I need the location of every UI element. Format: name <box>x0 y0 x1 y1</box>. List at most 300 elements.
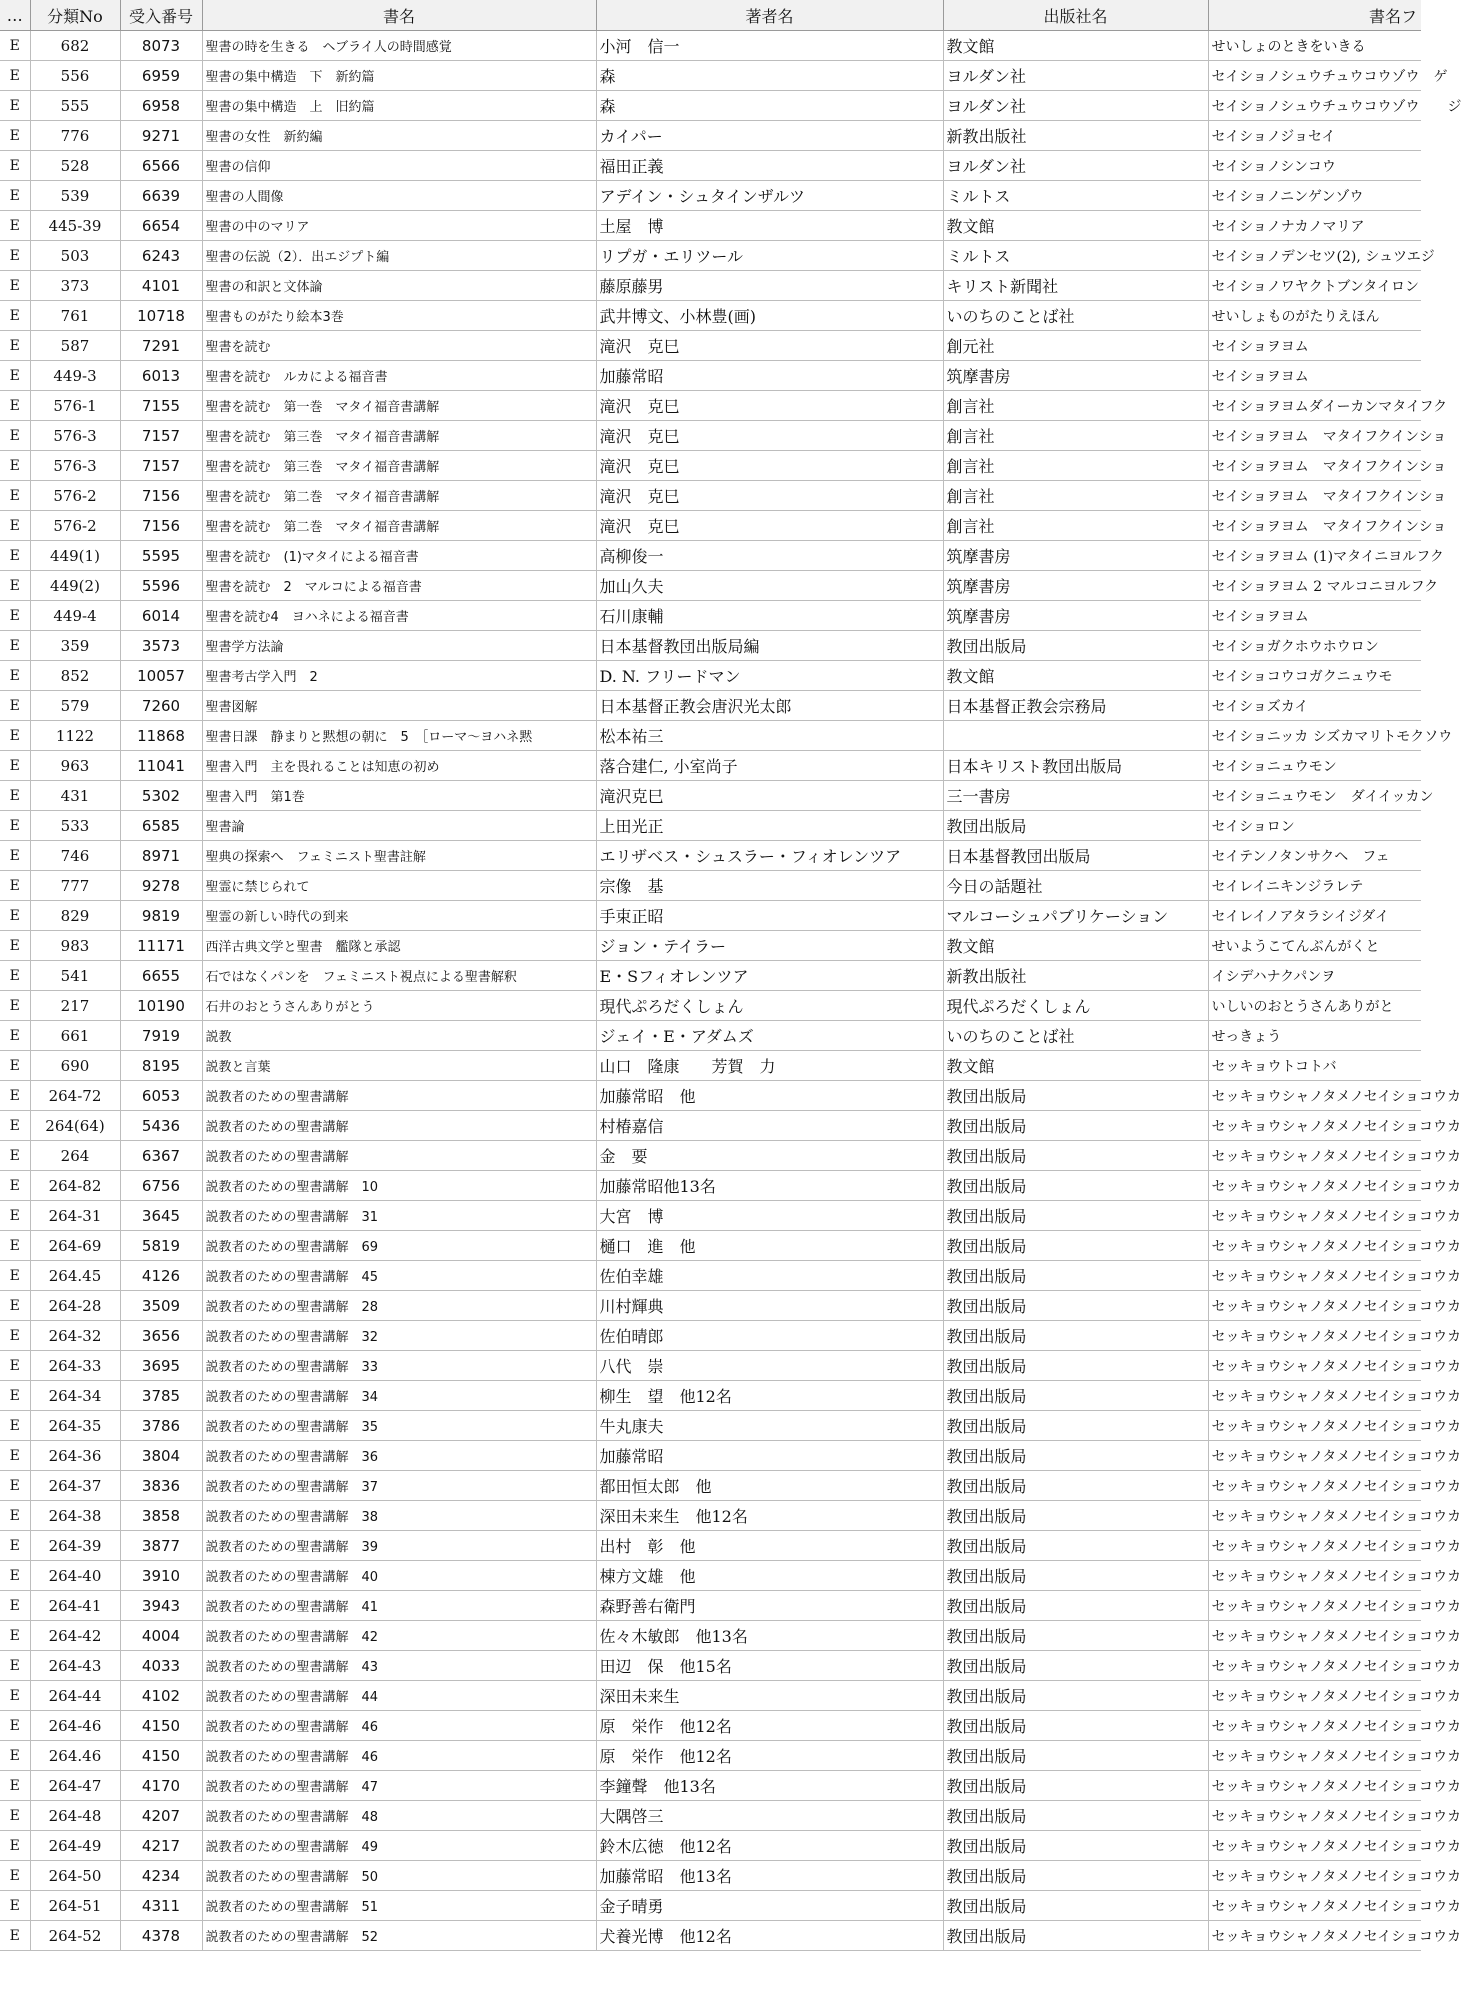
cell-classification-no[interactable]: 264-35 <box>30 1411 120 1441</box>
cell-classification-no[interactable]: 576-2 <box>30 481 120 511</box>
cell-publisher[interactable]: ヨルダン社 <box>943 151 1208 181</box>
cell-publisher[interactable]: 教団出版局 <box>943 1681 1208 1711</box>
cell-title[interactable]: 聖典の探索へ フェミニスト聖書註解 <box>202 841 596 871</box>
cell-classification-no[interactable]: 264-43 <box>30 1651 120 1681</box>
cell-author[interactable]: 藤原藤男 <box>596 271 943 301</box>
cell-classification-no[interactable]: 264-38 <box>30 1501 120 1531</box>
cell-title[interactable]: 説教者のための聖書講解 46 <box>202 1711 596 1741</box>
cell-accession-no[interactable]: 5819 <box>120 1231 202 1261</box>
cell-accession-no[interactable]: 4101 <box>120 271 202 301</box>
cell-title-kana[interactable]: イシデハナクパンヲ <box>1208 961 1421 991</box>
table-row[interactable] <box>0 451 1421 481</box>
cell-accession-no[interactable]: 3943 <box>120 1591 202 1621</box>
cell-title-kana[interactable]: セイショノニンゲンゾウ <box>1208 181 1421 211</box>
cell-flag[interactable]: E <box>0 1531 30 1561</box>
cell-author[interactable]: 滝沢 克巳 <box>596 391 943 421</box>
cell-classification-no[interactable]: 852 <box>30 661 120 691</box>
table-row[interactable] <box>0 1651 1421 1681</box>
cell-flag[interactable]: E <box>0 1711 30 1741</box>
column-header-flag[interactable]: … <box>0 0 30 31</box>
cell-title-kana[interactable]: セイショロン <box>1208 811 1421 841</box>
cell-title-kana[interactable]: セイショノナカノマリア <box>1208 211 1421 241</box>
cell-title-kana[interactable]: セッキョウシャノタメノセイショコウカ <box>1208 1741 1421 1771</box>
cell-title-kana[interactable]: セッキョウシャノタメノセイショコウカ <box>1208 1291 1421 1321</box>
cell-publisher[interactable]: 教団出版局 <box>943 811 1208 841</box>
cell-title-kana[interactable]: セイショノシンコウ <box>1208 151 1421 181</box>
cell-accession-no[interactable]: 3785 <box>120 1381 202 1411</box>
cell-accession-no[interactable]: 6958 <box>120 91 202 121</box>
cell-title[interactable]: 説教者のための聖書講解 32 <box>202 1321 596 1351</box>
cell-title[interactable]: 説教者のための聖書講解 44 <box>202 1681 596 1711</box>
cell-publisher[interactable]: 教団出版局 <box>943 1801 1208 1831</box>
cell-title[interactable]: 西洋古典文学と聖書 艦隊と承認 <box>202 931 596 961</box>
column-header-title-kana[interactable]: 書名フ <box>1208 0 1421 31</box>
cell-author[interactable]: 滝沢克巳 <box>596 781 943 811</box>
cell-title[interactable]: 石ではなくパンを フェミニスト視点による聖書解釈 <box>202 961 596 991</box>
cell-title[interactable]: 説教者のための聖書講解 49 <box>202 1831 596 1861</box>
cell-accession-no[interactable]: 5596 <box>120 571 202 601</box>
cell-flag[interactable]: E <box>0 1171 30 1201</box>
cell-classification-no[interactable]: 264-31 <box>30 1201 120 1231</box>
cell-title[interactable]: 説教者のための聖書講解 48 <box>202 1801 596 1831</box>
cell-title[interactable]: 聖書論 <box>202 811 596 841</box>
cell-author[interactable]: 深田未来生 他12名 <box>596 1501 943 1531</box>
cell-classification-no[interactable]: 264-36 <box>30 1441 120 1471</box>
cell-accession-no[interactable]: 5595 <box>120 541 202 571</box>
cell-accession-no[interactable]: 4126 <box>120 1261 202 1291</box>
column-header-accession-no[interactable]: 受入番号 <box>120 0 202 31</box>
cell-publisher[interactable]: 今日の話題社 <box>943 871 1208 901</box>
cell-accession-no[interactable]: 6243 <box>120 241 202 271</box>
cell-author[interactable]: 森野善右衛門 <box>596 1591 943 1621</box>
cell-flag[interactable]: E <box>0 511 30 541</box>
cell-author[interactable]: 都田恒太郎 他 <box>596 1471 943 1501</box>
cell-flag[interactable]: E <box>0 421 30 451</box>
cell-title[interactable]: 聖書入門 主を畏れることは知恵の初め <box>202 751 596 781</box>
cell-flag[interactable]: E <box>0 781 30 811</box>
cell-author[interactable]: 滝沢 克巳 <box>596 511 943 541</box>
cell-author[interactable]: 手束正昭 <box>596 901 943 931</box>
cell-accession-no[interactable]: 6959 <box>120 61 202 91</box>
table-row[interactable] <box>0 271 1421 301</box>
cell-title-kana[interactable]: せいしょのときをいきる <box>1208 31 1421 61</box>
cell-flag[interactable]: E <box>0 271 30 301</box>
cell-accession-no[interactable]: 8073 <box>120 31 202 61</box>
cell-flag[interactable]: E <box>0 1021 30 1051</box>
cell-author[interactable]: 現代ぷろだくしょん <box>596 991 943 1021</box>
cell-flag[interactable]: E <box>0 1141 30 1171</box>
cell-title-kana[interactable]: セイショヲヨム マタイフクインショ <box>1208 451 1421 481</box>
cell-author[interactable]: 佐々木敏郎 他13名 <box>596 1621 943 1651</box>
cell-accession-no[interactable]: 7291 <box>120 331 202 361</box>
cell-author[interactable]: 滝沢 克巳 <box>596 451 943 481</box>
cell-author[interactable]: 原 栄作 他12名 <box>596 1741 943 1771</box>
cell-flag[interactable]: E <box>0 1771 30 1801</box>
cell-title-kana[interactable]: セイショヲヨム (1)マタイニヨルフク <box>1208 541 1421 571</box>
cell-accession-no[interactable]: 4150 <box>120 1711 202 1741</box>
cell-publisher[interactable]: 筑摩書房 <box>943 541 1208 571</box>
cell-title[interactable]: 説教者のための聖書講解 <box>202 1081 596 1111</box>
cell-title[interactable]: 説教者のための聖書講解 43 <box>202 1651 596 1681</box>
cell-flag[interactable]: E <box>0 931 30 961</box>
cell-publisher[interactable]: 教団出版局 <box>943 1171 1208 1201</box>
cell-flag[interactable]: E <box>0 331 30 361</box>
cell-accession-no[interactable]: 3910 <box>120 1561 202 1591</box>
column-header-title[interactable]: 書名 <box>202 0 596 31</box>
cell-title[interactable]: 説教者のための聖書講解 40 <box>202 1561 596 1591</box>
table-row[interactable] <box>0 1231 1421 1261</box>
cell-title-kana[interactable]: セイショヲヨム <box>1208 361 1421 391</box>
cell-classification-no[interactable]: 983 <box>30 931 120 961</box>
cell-flag[interactable]: E <box>0 1741 30 1771</box>
cell-publisher[interactable]: 教団出版局 <box>943 1501 1208 1531</box>
cell-classification-no[interactable]: 373 <box>30 271 120 301</box>
cell-classification-no[interactable]: 576-3 <box>30 451 120 481</box>
cell-flag[interactable]: E <box>0 751 30 781</box>
cell-author[interactable]: 森 <box>596 91 943 121</box>
cell-accession-no[interactable]: 7156 <box>120 511 202 541</box>
cell-classification-no[interactable]: 555 <box>30 91 120 121</box>
table-row[interactable] <box>0 1381 1421 1411</box>
cell-title[interactable]: 聖霊の新しい時代の到来 <box>202 901 596 931</box>
cell-accession-no[interactable]: 6013 <box>120 361 202 391</box>
cell-accession-no[interactable]: 10057 <box>120 661 202 691</box>
table-row[interactable] <box>0 1741 1421 1771</box>
column-header-author[interactable]: 著者名 <box>596 0 943 31</box>
cell-accession-no[interactable]: 3877 <box>120 1531 202 1561</box>
cell-flag[interactable]: E <box>0 1831 30 1861</box>
cell-author[interactable]: 村椿嘉信 <box>596 1111 943 1141</box>
cell-author[interactable]: 佐伯幸雄 <box>596 1261 943 1291</box>
cell-author[interactable]: 深田未来生 <box>596 1681 943 1711</box>
cell-publisher[interactable]: 教団出版局 <box>943 1771 1208 1801</box>
cell-author[interactable]: 松本祐三 <box>596 721 943 751</box>
cell-accession-no[interactable]: 4207 <box>120 1801 202 1831</box>
cell-author[interactable]: 日本基督教団出版局編 <box>596 631 943 661</box>
cell-title[interactable]: 説教者のための聖書講解 47 <box>202 1771 596 1801</box>
cell-accession-no[interactable]: 4217 <box>120 1831 202 1861</box>
cell-title-kana[interactable]: セイショヲヨム <box>1208 601 1421 631</box>
cell-title-kana[interactable]: セイショノシュウチュウコウゾウ ジ <box>1208 91 1421 121</box>
cell-accession-no[interactable]: 4004 <box>120 1621 202 1651</box>
cell-publisher[interactable]: 教団出版局 <box>943 1891 1208 1921</box>
cell-flag[interactable]: E <box>0 1651 30 1681</box>
cell-title[interactable]: 聖書を読む 第三巻 マタイ福音書講解 <box>202 451 596 481</box>
cell-flag[interactable]: E <box>0 1501 30 1531</box>
table-row[interactable] <box>0 721 1421 751</box>
cell-accession-no[interactable]: 6014 <box>120 601 202 631</box>
cell-accession-no[interactable]: 9271 <box>120 121 202 151</box>
cell-author[interactable]: 落合建仁, 小室尚子 <box>596 751 943 781</box>
cell-title-kana[interactable]: セッキョウシャノタメノセイショコウカ <box>1208 1231 1421 1261</box>
cell-author[interactable]: 森 <box>596 61 943 91</box>
cell-classification-no[interactable]: 264(64) <box>30 1111 120 1141</box>
cell-flag[interactable]: E <box>0 991 30 1021</box>
cell-flag[interactable]: E <box>0 61 30 91</box>
cell-author[interactable]: 犬養光博 他12名 <box>596 1921 943 1951</box>
cell-title[interactable]: 聖書入門 第1巻 <box>202 781 596 811</box>
cell-flag[interactable]: E <box>0 1471 30 1501</box>
table-row[interactable] <box>0 1921 1421 1951</box>
cell-accession-no[interactable]: 7919 <box>120 1021 202 1051</box>
cell-title[interactable]: 説教者のための聖書講解 35 <box>202 1411 596 1441</box>
cell-accession-no[interactable]: 3786 <box>120 1411 202 1441</box>
cell-title-kana[interactable]: セイレイニキンジラレテ <box>1208 871 1421 901</box>
cell-title[interactable]: 説教者のための聖書講解 31 <box>202 1201 596 1231</box>
cell-classification-no[interactable]: 682 <box>30 31 120 61</box>
cell-author[interactable]: D. N. フリードマン <box>596 661 943 691</box>
cell-publisher[interactable]: 教文館 <box>943 31 1208 61</box>
cell-title[interactable]: 説教者のための聖書講解 34 <box>202 1381 596 1411</box>
table-row[interactable] <box>0 841 1421 871</box>
table-row[interactable] <box>0 151 1421 181</box>
cell-publisher[interactable]: 筑摩書房 <box>943 571 1208 601</box>
cell-classification-no[interactable]: 1122 <box>30 721 120 751</box>
cell-publisher[interactable]: 教団出版局 <box>943 631 1208 661</box>
cell-author[interactable]: 棟方文雄 他 <box>596 1561 943 1591</box>
cell-author[interactable]: 田辺 保 他15名 <box>596 1651 943 1681</box>
table-row[interactable] <box>0 1021 1421 1051</box>
cell-classification-no[interactable]: 264-39 <box>30 1531 120 1561</box>
cell-title-kana[interactable]: セッキョウシャノタメノセイショコウカ <box>1208 1261 1421 1291</box>
cell-flag[interactable]: E <box>0 1261 30 1291</box>
cell-title-kana[interactable]: セッキョウシャノタメノセイショコウカ <box>1208 1711 1421 1741</box>
cell-title[interactable]: 聖書を読む4 ヨハネによる福音書 <box>202 601 596 631</box>
cell-title[interactable]: 聖書を読む 第二巻 マタイ福音書講解 <box>202 511 596 541</box>
table-row[interactable] <box>0 301 1421 331</box>
table-row[interactable] <box>0 991 1421 1021</box>
cell-flag[interactable]: E <box>0 871 30 901</box>
cell-title[interactable]: 聖書の集中構造 上 旧約篇 <box>202 91 596 121</box>
cell-title[interactable]: 説教者のための聖書講解 39 <box>202 1531 596 1561</box>
cell-title-kana[interactable]: セイショノワヤクトブンタイロン <box>1208 271 1421 301</box>
cell-title[interactable]: 説教者のための聖書講解 28 <box>202 1291 596 1321</box>
table-row[interactable] <box>0 781 1421 811</box>
cell-title-kana[interactable]: セイショヲヨム マタイフクインショ <box>1208 511 1421 541</box>
cell-accession-no[interactable]: 11041 <box>120 751 202 781</box>
cell-accession-no[interactable]: 10190 <box>120 991 202 1021</box>
cell-author[interactable]: 小河 信一 <box>596 31 943 61</box>
cell-publisher[interactable]: 教団出版局 <box>943 1351 1208 1381</box>
cell-classification-no[interactable]: 264-41 <box>30 1591 120 1621</box>
cell-author[interactable]: 滝沢 克巳 <box>596 421 943 451</box>
cell-classification-no[interactable]: 359 <box>30 631 120 661</box>
cell-title-kana[interactable]: セッキョウシャノタメノセイショコウカ <box>1208 1921 1421 1951</box>
cell-title[interactable]: 説教者のための聖書講解 50 <box>202 1861 596 1891</box>
cell-accession-no[interactable]: 3695 <box>120 1351 202 1381</box>
cell-publisher[interactable] <box>943 721 1208 751</box>
cell-title-kana[interactable]: セッキョウシャノタメノセイショコウカ <box>1208 1171 1421 1201</box>
table-row[interactable] <box>0 1501 1421 1531</box>
cell-publisher[interactable]: 新教出版社 <box>943 961 1208 991</box>
cell-flag[interactable]: E <box>0 691 30 721</box>
cell-title-kana[interactable]: セイショヲヨム 2 マルコニヨルフク <box>1208 571 1421 601</box>
cell-classification-no[interactable]: 579 <box>30 691 120 721</box>
table-row[interactable] <box>0 871 1421 901</box>
cell-title-kana[interactable]: セッキョウトコトバ <box>1208 1051 1421 1081</box>
cell-title[interactable]: 聖書の女性 新約編 <box>202 121 596 151</box>
cell-classification-no[interactable]: 777 <box>30 871 120 901</box>
cell-author[interactable]: 加藤常昭 <box>596 1441 943 1471</box>
cell-publisher[interactable]: 教団出版局 <box>943 1861 1208 1891</box>
cell-publisher[interactable]: 教団出版局 <box>943 1831 1208 1861</box>
cell-title-kana[interactable]: せっきょう <box>1208 1021 1421 1051</box>
cell-title-kana[interactable]: セッキョウシャノタメノセイショコウカ <box>1208 1681 1421 1711</box>
cell-title-kana[interactable]: セッキョウシャノタメノセイショコウカ <box>1208 1381 1421 1411</box>
table-row[interactable] <box>0 61 1421 91</box>
cell-flag[interactable]: E <box>0 571 30 601</box>
cell-flag[interactable]: E <box>0 481 30 511</box>
table-row[interactable] <box>0 1261 1421 1291</box>
cell-publisher[interactable]: ヨルダン社 <box>943 61 1208 91</box>
cell-author[interactable]: 大隅啓三 <box>596 1801 943 1831</box>
cell-publisher[interactable]: 教文館 <box>943 661 1208 691</box>
cell-classification-no[interactable]: 761 <box>30 301 120 331</box>
table-row[interactable] <box>0 1471 1421 1501</box>
cell-author[interactable]: 加藤常昭 <box>596 361 943 391</box>
cell-classification-no[interactable]: 445-39 <box>30 211 120 241</box>
table-row[interactable] <box>0 901 1421 931</box>
cell-author[interactable]: 武井博文、小林豊(画) <box>596 301 943 331</box>
table-row[interactable] <box>0 1171 1421 1201</box>
cell-classification-no[interactable]: 217 <box>30 991 120 1021</box>
cell-title[interactable]: 説教者のための聖書講解 38 <box>202 1501 596 1531</box>
cell-flag[interactable]: E <box>0 631 30 661</box>
cell-title-kana[interactable]: セイテンノタンサクヘ フェ <box>1208 841 1421 871</box>
cell-title[interactable]: 説教者のための聖書講解 45 <box>202 1261 596 1291</box>
cell-accession-no[interactable]: 6639 <box>120 181 202 211</box>
cell-accession-no[interactable]: 3509 <box>120 1291 202 1321</box>
cell-title-kana[interactable]: セイショズカイ <box>1208 691 1421 721</box>
cell-title[interactable]: 聖書日課 静まりと黙想の朝に 5 ［ローマ～ヨハネ黙 <box>202 721 596 751</box>
table-row[interactable] <box>0 1081 1421 1111</box>
cell-publisher[interactable]: 教団出版局 <box>943 1381 1208 1411</box>
cell-publisher[interactable]: いのちのことば社 <box>943 1021 1208 1051</box>
cell-classification-no[interactable]: 963 <box>30 751 120 781</box>
cell-title[interactable]: 説教者のための聖書講解 46 <box>202 1741 596 1771</box>
cell-publisher[interactable]: 教団出版局 <box>943 1471 1208 1501</box>
cell-title[interactable]: 聖書を読む ルカによる福音書 <box>202 361 596 391</box>
cell-flag[interactable]: E <box>0 121 30 151</box>
cell-publisher[interactable]: ミルトス <box>943 181 1208 211</box>
cell-flag[interactable]: E <box>0 451 30 481</box>
cell-flag[interactable]: E <box>0 211 30 241</box>
cell-classification-no[interactable]: 576-2 <box>30 511 120 541</box>
cell-accession-no[interactable]: 3656 <box>120 1321 202 1351</box>
cell-title-kana[interactable]: セッキョウシャノタメノセイショコウカ <box>1208 1771 1421 1801</box>
table-row[interactable] <box>0 1771 1421 1801</box>
cell-title[interactable]: 聖書を読む (1)マタイによる福音書 <box>202 541 596 571</box>
cell-title-kana[interactable]: セイショヲヨム マタイフクインショ <box>1208 481 1421 511</box>
cell-classification-no[interactable]: 264-34 <box>30 1381 120 1411</box>
cell-classification-no[interactable]: 690 <box>30 1051 120 1081</box>
table-row[interactable] <box>0 1411 1421 1441</box>
cell-title[interactable]: 聖書の信仰 <box>202 151 596 181</box>
table-row[interactable] <box>0 1831 1421 1861</box>
cell-title-kana[interactable]: セイショノデンセツ(2), シュツエジ <box>1208 241 1421 271</box>
cell-publisher[interactable]: 筑摩書房 <box>943 361 1208 391</box>
cell-accession-no[interactable]: 7156 <box>120 481 202 511</box>
table-row[interactable] <box>0 1681 1421 1711</box>
cell-title[interactable]: 説教者のための聖書講解 51 <box>202 1891 596 1921</box>
cell-flag[interactable]: E <box>0 841 30 871</box>
table-row[interactable] <box>0 1861 1421 1891</box>
cell-accession-no[interactable]: 10718 <box>120 301 202 331</box>
cell-publisher[interactable]: 教団出版局 <box>943 1531 1208 1561</box>
cell-title[interactable]: 聖書図解 <box>202 691 596 721</box>
cell-publisher[interactable]: 三一書房 <box>943 781 1208 811</box>
cell-author[interactable]: エリザベス・シュスラー・フィオレンツア <box>596 841 943 871</box>
cell-title-kana[interactable]: せいしょものがたりえほん <box>1208 301 1421 331</box>
table-row[interactable] <box>0 1591 1421 1621</box>
cell-accession-no[interactable]: 6566 <box>120 151 202 181</box>
cell-publisher[interactable]: 創言社 <box>943 511 1208 541</box>
cell-classification-no[interactable]: 503 <box>30 241 120 271</box>
cell-title[interactable]: 聖書を読む 2 マルコによる福音書 <box>202 571 596 601</box>
cell-flag[interactable]: E <box>0 241 30 271</box>
cell-publisher[interactable]: 教文館 <box>943 211 1208 241</box>
cell-publisher[interactable]: 日本基督正教会宗務局 <box>943 691 1208 721</box>
cell-author[interactable]: 石川康輔 <box>596 601 943 631</box>
cell-accession-no[interactable]: 4150 <box>120 1741 202 1771</box>
table-row[interactable] <box>0 1201 1421 1231</box>
cell-publisher[interactable]: 創言社 <box>943 391 1208 421</box>
table-row[interactable] <box>0 961 1421 991</box>
cell-flag[interactable]: E <box>0 1861 30 1891</box>
table-row[interactable] <box>0 211 1421 241</box>
cell-title[interactable]: 説教者のための聖書講解 10 <box>202 1171 596 1201</box>
cell-flag[interactable]: E <box>0 91 30 121</box>
cell-classification-no[interactable]: 449(1) <box>30 541 120 571</box>
cell-author[interactable]: 山口 隆康 芳賀 力 <box>596 1051 943 1081</box>
cell-flag[interactable]: E <box>0 361 30 391</box>
cell-author[interactable]: ジェイ・E・アダムズ <box>596 1021 943 1051</box>
cell-accession-no[interactable]: 4234 <box>120 1861 202 1891</box>
cell-title-kana[interactable]: セッキョウシャノタメノセイショコウカ <box>1208 1441 1421 1471</box>
cell-title-kana[interactable]: セイショノジョセイ <box>1208 121 1421 151</box>
cell-title[interactable]: 聖書の伝説（2）．出エジプト編 <box>202 241 596 271</box>
cell-accession-no[interactable]: 3645 <box>120 1201 202 1231</box>
cell-title[interactable]: 聖書の中のマリア <box>202 211 596 241</box>
cell-title[interactable]: 聖書を読む 第二巻 マタイ福音書講解 <box>202 481 596 511</box>
cell-classification-no[interactable]: 449-4 <box>30 601 120 631</box>
cell-title-kana[interactable]: セイレイノアタラシイジダイ <box>1208 901 1421 931</box>
cell-flag[interactable]: E <box>0 1621 30 1651</box>
table-row[interactable] <box>0 601 1421 631</box>
cell-flag[interactable]: E <box>0 1321 30 1351</box>
cell-title[interactable]: 聖書の人間像 <box>202 181 596 211</box>
cell-author[interactable]: 加山久夫 <box>596 571 943 601</box>
table-row[interactable] <box>0 931 1421 961</box>
cell-publisher[interactable]: 教団出版局 <box>943 1081 1208 1111</box>
cell-classification-no[interactable]: 264 <box>30 1141 120 1171</box>
cell-title[interactable]: 説教と言葉 <box>202 1051 596 1081</box>
cell-title[interactable]: 聖書を読む 第一巻 マタイ福音書講解 <box>202 391 596 421</box>
cell-publisher[interactable]: 教団出版局 <box>943 1651 1208 1681</box>
table-row[interactable] <box>0 811 1421 841</box>
table-row[interactable] <box>0 511 1421 541</box>
cell-title[interactable]: 説教者のための聖書講解 33 <box>202 1351 596 1381</box>
cell-title-kana[interactable]: いしいのおとうさんありがと <box>1208 991 1421 1021</box>
cell-author[interactable]: 樋口 進 他 <box>596 1231 943 1261</box>
cell-author[interactable]: 佐伯晴郎 <box>596 1321 943 1351</box>
cell-author[interactable]: 加藤常昭 他 <box>596 1081 943 1111</box>
cell-publisher[interactable]: 教団出版局 <box>943 1711 1208 1741</box>
cell-author[interactable]: 八代 崇 <box>596 1351 943 1381</box>
cell-accession-no[interactable]: 11171 <box>120 931 202 961</box>
table-row[interactable] <box>0 1891 1421 1921</box>
table-row[interactable] <box>0 1111 1421 1141</box>
